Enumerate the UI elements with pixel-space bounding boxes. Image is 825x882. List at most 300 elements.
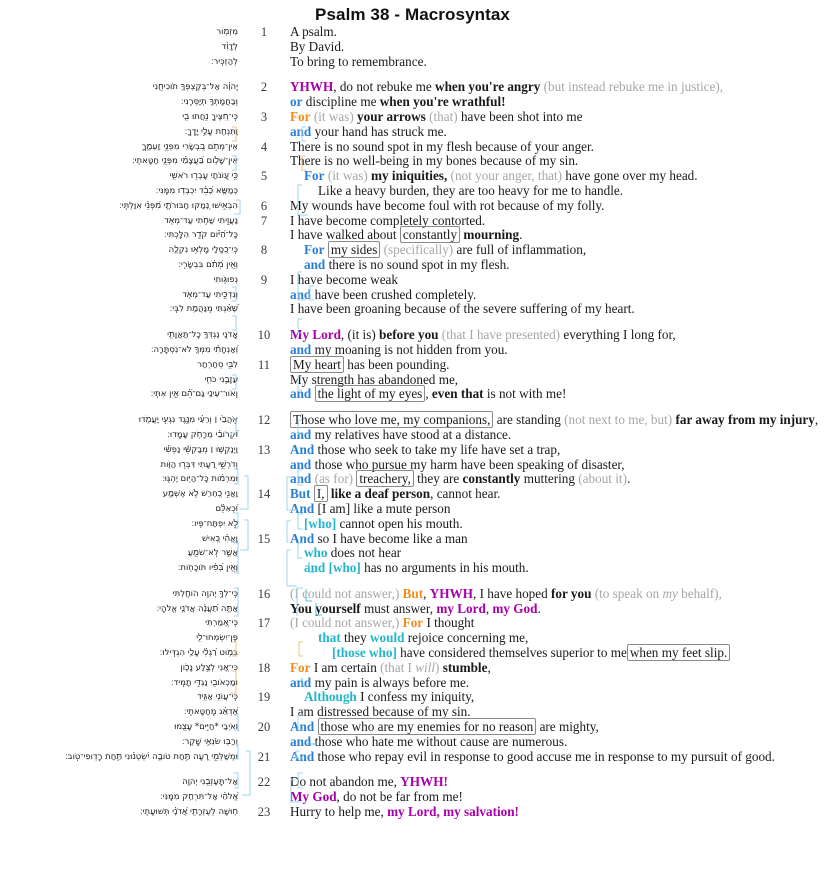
text-run: Do not abandon me, — [290, 774, 401, 790]
text-run: there is no sound spot in my flesh. — [325, 256, 510, 272]
text-run: when you're wrathful! — [379, 94, 506, 110]
hebrew-text-column — [0, 80, 240, 110]
hebrew-text-column — [0, 358, 240, 402]
text-run: rejoice concerning me, — [404, 630, 529, 646]
text-run: , — [485, 600, 493, 616]
text-run: (but instead rebuke me in justice), — [540, 79, 724, 95]
english-line — [290, 661, 825, 676]
english-line — [290, 110, 825, 125]
english-line — [290, 735, 825, 750]
text-run: and — [290, 286, 312, 302]
text-run: or — [290, 94, 303, 110]
text-run: are full of inflammation, — [453, 242, 587, 258]
english-translation-column — [288, 110, 825, 140]
verse-row — [0, 110, 825, 140]
text-run: and — [304, 256, 326, 272]
hebrew-text-column — [0, 750, 240, 765]
english-line — [290, 243, 825, 258]
verse-number: 19 — [257, 690, 271, 705]
english-translation-column — [288, 690, 825, 720]
english-line: By David. — [290, 38, 345, 54]
page-title: Psalm 38 - Macrosyntax — [315, 5, 510, 24]
text-run: , (it is) — [340, 327, 380, 343]
english-translation-column — [288, 214, 825, 244]
text-run: have considered themselves superior to me — [396, 645, 627, 661]
text-run: [I am] like a mute person — [314, 500, 451, 516]
hebrew-line: כָּל־הַ֝יֹּ֗ום קֹדֵ֥ר הִלָּֽכְתִּי׃ — [164, 230, 238, 241]
text-run: . — [537, 600, 541, 616]
verse-row — [0, 690, 825, 720]
verse-row — [0, 443, 825, 487]
text-run: I, — [314, 485, 328, 502]
text-run: I have become weak — [290, 271, 399, 287]
text-run: There is no well-being in my bones because of my sin. — [290, 153, 579, 169]
english-translation-column — [288, 140, 825, 170]
text-run: like a deaf person — [330, 486, 431, 502]
text-run: (about it) — [578, 471, 627, 487]
text-run: , do not rebuke me — [333, 79, 436, 95]
hebrew-text-column — [0, 532, 240, 576]
verse-number: 11 — [257, 357, 271, 372]
hebrew-line: כְּמַשָּׂ֥א כָ֝בֵ֗ד יִכְבְּד֥וּ מִמֶּֽנִּי׃ — [155, 185, 238, 196]
verse-number: 9 — [260, 272, 268, 287]
verse-number: 3 — [260, 109, 268, 124]
english-line — [290, 587, 825, 602]
text-run: My God — [290, 789, 337, 805]
verse-number: 20 — [257, 720, 271, 735]
text-run: For — [304, 242, 325, 258]
hebrew-line: כִּֽי־חִ֭צֶּיךָ נִ֣חֲתוּ בִ֑י — [182, 111, 238, 122]
text-run: those who hate me without cause are numerous. — [311, 733, 568, 749]
english-line — [290, 443, 825, 458]
hebrew-line: וּ֝כְאִלֵּ֗ם — [215, 503, 238, 514]
english-translation-column — [288, 199, 825, 214]
hebrew-text-column — [0, 110, 240, 140]
english-line — [290, 273, 825, 288]
english-line — [290, 676, 825, 691]
hebrew-text-column — [0, 214, 240, 244]
text-run: will — [415, 659, 436, 675]
english-line — [290, 546, 825, 561]
verse-row — [0, 199, 825, 214]
hebrew-line: וְאֵ֥ין בְּ֝פִ֗יו תֹּוכָחֹֽות׃ — [177, 563, 238, 574]
english-translation-column — [288, 661, 825, 691]
text-run: treachery, — [356, 470, 414, 487]
hebrew-line: כִּֽי־כְ֭סָלַי מָלְא֣וּ נִקְלֶ֑ה — [168, 245, 238, 256]
hebrew-text-column — [0, 328, 240, 358]
hebrew-line: עֲזָבַ֣נִי כֹחִ֑י — [204, 374, 238, 385]
english-line — [290, 302, 825, 317]
text-run: For — [290, 659, 311, 675]
text-run: You yourself — [290, 600, 361, 616]
hebrew-text-column — [0, 243, 240, 273]
hebrew-text-column — [0, 775, 240, 805]
text-run: the light of my eyes — [315, 385, 426, 402]
text-run: YHWH — [290, 79, 334, 95]
hebrew-line: אֲֽדֹנָי נֶגְדְּךָ֥ כָל־תַּאֲוָתִ֑י — [167, 330, 238, 341]
verse-number: 2 — [260, 80, 268, 95]
english-line — [290, 602, 825, 617]
english-translation-column — [288, 443, 825, 487]
text-run: they — [340, 630, 371, 646]
text-run: . — [519, 227, 523, 243]
text-run: my pain is always before me. — [311, 674, 470, 690]
text-run: But — [402, 585, 424, 601]
text-run: and — [290, 456, 312, 472]
text-run: have gone over my head. — [562, 168, 698, 184]
hebrew-line: יְֽהוָ֗ה אַל־בְּקֶצְפְּךָ֥ תֹוכִיחֵ֑נִי — [152, 82, 238, 93]
english-line — [290, 690, 825, 705]
hebrew-text-column — [0, 587, 240, 617]
text-run: who — [304, 545, 328, 561]
text-run: (that I have presented) — [438, 327, 561, 343]
verse-row — [0, 487, 825, 531]
english-line — [290, 532, 825, 547]
verse-number: 5 — [260, 169, 268, 184]
text-run: And — [290, 748, 315, 764]
hebrew-line: אַל־תַּֽעַזְבֵ֥נִי יְהוָ֑ה — [182, 777, 238, 788]
text-run: And — [290, 530, 315, 546]
english-line — [290, 169, 825, 184]
text-run: (I could not answer,) — [290, 585, 400, 601]
verse-number: 21 — [257, 749, 271, 764]
verse-row — [0, 273, 825, 317]
english-line — [290, 125, 825, 140]
verse-row — [0, 169, 825, 199]
text-run: , do not be far from me! — [336, 789, 463, 805]
english-translation-column — [288, 358, 825, 402]
verse-row — [0, 775, 825, 805]
text-run: (as for) — [311, 471, 357, 487]
hebrew-text-column — [0, 25, 240, 69]
hebrew-line: אֶ֝דְאַ֗ג מֵֽחַטָּאתִֽי׃ — [183, 707, 238, 718]
text-run: And — [290, 500, 315, 516]
text-run: For — [304, 168, 325, 184]
english-translation-column — [288, 80, 825, 110]
text-run: mourning — [463, 227, 520, 243]
text-run: I have become completely contorted. — [290, 212, 486, 228]
english-line — [290, 328, 825, 343]
verse-number: 23 — [257, 805, 271, 820]
text-run: YHWH! — [400, 774, 448, 790]
english-translation-column — [288, 616, 825, 660]
text-run: I am distressed because of my sin. — [290, 704, 471, 720]
english-line — [290, 750, 825, 765]
english-translation-column — [288, 328, 825, 358]
text-run: and — [290, 426, 312, 442]
text-run: that — [318, 630, 341, 646]
text-run: [who] — [304, 515, 337, 531]
text-run: are mighty, — [536, 719, 599, 735]
text-run: , I have hoped — [473, 585, 551, 601]
hebrew-line: אֵין־שָׁלֹ֥ום בַּ֝עֲצָמַ֗י מִפְּנֵ֥י חַטָּאתִֽי׃ — [132, 156, 238, 167]
hebrew-line: אֲשֶׁ֣ר לֹֽא־שֹׁמֵ֑עַ — [187, 548, 238, 559]
text-run: my iniquities, — [371, 168, 448, 184]
text-run: I am certain — [310, 659, 381, 675]
hebrew-line: וַיְנַקְשׁ֤וּ ׀ מְבַקְשֵׁ֬י נַפְשִׁ֗י — [163, 444, 238, 455]
hebrew-line: כִּֽי־לְךָ֣ יְהוָ֣ה הֹוחָ֑לְתִּי — [172, 588, 238, 599]
english-translation-column — [288, 720, 825, 750]
english-line — [290, 775, 825, 790]
hebrew-text-column — [0, 690, 240, 720]
english-translation-column — [288, 587, 825, 617]
verse-number: 16 — [257, 586, 271, 601]
verse-number: 1 — [260, 25, 268, 39]
text-run: And — [290, 719, 315, 735]
text-run: those who pursue my harm have been speaking of disaster, — [311, 456, 625, 472]
text-run: There is no sound spot in my flesh because of your anger. — [290, 138, 594, 154]
text-run: [who] — [328, 560, 361, 576]
english-line — [290, 184, 825, 199]
text-run: Those who love me, my companions, — [290, 411, 493, 428]
text-run: does not hear — [327, 545, 402, 561]
text-run: For — [290, 108, 311, 124]
hebrew-line: וַאֲנִ֣י כְ֭חֵרֵשׁ לֹ֣א אֶשְׁמָ֑ע — [162, 489, 238, 500]
text-run: YHWH — [429, 585, 473, 601]
text-run: and — [290, 733, 312, 749]
verse-row — [0, 532, 825, 576]
hebrew-line: מִזְמֹ֥ור — [216, 27, 238, 37]
hebrew-line: וְֽ֭אֹיְבַי *חַיִּ֣ים* עָצֵ֑מוּ — [174, 722, 238, 733]
verse-number: 8 — [260, 243, 268, 258]
hebrew-line: וְנִדְכֵּ֣יתִי עַד־מְאֹ֑ד — [182, 289, 238, 300]
verse-number: 18 — [257, 660, 271, 675]
hebrew-text-column — [0, 443, 240, 487]
verse-row — [0, 80, 825, 110]
verse-number: 14 — [257, 487, 271, 502]
english-line — [290, 805, 825, 820]
text-run: my Lord — [436, 600, 486, 616]
text-run: ) — [435, 659, 440, 675]
hebrew-line: וּמַכְאֹובִ֖י נֶגְדִּ֣י תָמִֽיד׃ — [171, 677, 238, 688]
hebrew-line: וּ֝קְרֹובַ֗י מֵרָחֹ֥ק עָמָֽדוּ׃ — [167, 429, 238, 440]
english-translation-column — [288, 169, 825, 199]
english-translation-column — [288, 750, 825, 765]
hebrew-line: וְדֹרְשֵׁ֣י רָ֭עָתִי דִּבְּר֣וּ הַוֹּ֑ות — [160, 459, 238, 470]
text-run: discipline me — [302, 94, 380, 110]
english-translation-column — [288, 273, 825, 317]
hebrew-line: וּמִרְמֹ֗ות כָּל־הַיֹּ֥ום יֶהְגּֽוּ׃ — [162, 474, 238, 485]
verse-row — [0, 140, 825, 170]
text-run: and — [304, 560, 326, 576]
text-run: are standing — [493, 412, 565, 428]
hebrew-line: פֶּן־יִשְׂמְחוּ־לִ֑י — [196, 633, 238, 644]
text-run: everything I long for, — [560, 327, 676, 343]
verse-row — [0, 413, 825, 443]
text-run: your hand has struck me. — [311, 123, 447, 139]
verse-row — [0, 328, 825, 358]
english-translation-column — [288, 805, 825, 820]
verse-number: 6 — [260, 198, 268, 213]
hebrew-text-column — [0, 616, 240, 660]
english-line — [290, 80, 825, 95]
verse-row — [0, 616, 825, 660]
text-run: my — [662, 585, 678, 601]
hebrew-line: וְרַבּ֖וּ שֹׂנְאַ֣י שָֽׁקֶר׃ — [182, 736, 238, 747]
text-run: far away from my injury — [675, 412, 815, 428]
text-run: My Lord — [290, 327, 341, 343]
verse-number: 7 — [260, 213, 268, 228]
text-run: But — [290, 486, 311, 502]
english-line — [290, 616, 825, 631]
english-line: To bring to remembrance. — [290, 53, 427, 69]
text-run: (it was) — [310, 108, 358, 124]
text-run: is not with me! — [483, 386, 567, 402]
text-run: I confess my iniquity, — [356, 689, 475, 705]
verse-number: 4 — [260, 139, 268, 154]
hebrew-line: וּֽבַחֲמָתְךָ֥ תְיַסְּרֵֽנִי׃ — [181, 97, 238, 108]
hebrew-line: שָׁ֝אַ֗גְתִּי מִֽנַּהֲמַ֥ת לִבִּֽי׃ — [169, 304, 238, 315]
text-run: and — [290, 123, 312, 139]
text-run: my moaning is not hidden from you. — [311, 341, 508, 357]
macrosyntax-sheet — [0, 25, 825, 820]
hebrew-line: ח֥וּשָׁה לְעֶזְרָתִ֑י אֲ֝דֹנָ֗י תְּשׁוּעָתִֽי׃ — [140, 807, 238, 818]
hebrew-line: לְהַזְכִּֽיר׃ — [210, 56, 238, 67]
hebrew-line: לְדָוִ֗ד — [221, 41, 238, 52]
english-line — [290, 387, 825, 402]
hebrew-line: וָאֱהִ֗י כְּ֭אִישׁ — [201, 533, 238, 544]
verse-row — [0, 587, 825, 617]
verse-number: 15 — [257, 531, 271, 546]
text-run: my sides — [328, 241, 381, 258]
hebrew-text-column — [0, 413, 240, 443]
text-run: Hurry to help me, — [290, 804, 388, 820]
english-translation-column — [288, 775, 825, 805]
english-line — [290, 199, 825, 214]
english-line — [290, 720, 825, 735]
text-run: , — [814, 412, 819, 428]
text-run: . — [627, 471, 631, 487]
verse-row — [0, 358, 825, 402]
text-run: they are — [413, 471, 463, 487]
text-run: (to speak on — [591, 585, 663, 601]
text-run: has no arguments in his mouth. — [360, 560, 529, 576]
hebrew-text-column — [0, 169, 240, 199]
english-line — [290, 140, 825, 155]
text-run: has been pounding. — [343, 356, 450, 372]
text-run: I have been groaning because of the severe suffering of my heart. — [290, 301, 635, 317]
text-run: your arrows — [357, 108, 426, 124]
english-line — [290, 413, 825, 428]
hebrew-line: נְפוּגֹ֣ותִי — [213, 274, 238, 285]
hebrew-text-column — [0, 805, 240, 820]
text-run: I have walked about — [290, 227, 400, 243]
hebrew-line: וַתִּנְחַ֖ת עָלַ֣י יָדֶֽךָ׃ — [184, 126, 238, 137]
hebrew-line: כִּֽי־אָ֭מַרְתִּי — [205, 618, 238, 629]
text-run: have been crushed completely. — [311, 286, 477, 302]
english-translation-column — [288, 413, 825, 443]
text-run: those who repay evil in response to good accuse me in response to my pursuit of good. — [314, 748, 775, 764]
verse-number: 13 — [257, 442, 271, 457]
english-line — [290, 154, 825, 169]
text-run: muttering — [520, 471, 579, 487]
text-run: And — [290, 441, 315, 457]
verse-number: 12 — [257, 413, 271, 428]
hebrew-line: לִבִּ֣י סְחַרְחַר — [197, 359, 238, 370]
english-line — [290, 487, 825, 502]
verse-number: 17 — [257, 616, 271, 631]
english-line — [290, 790, 825, 805]
hebrew-text-column — [0, 273, 240, 317]
hebrew-line: אֵין־מְתֹ֣ם בִּ֭בְשָׂרִי מִפְּנֵ֣י זַעְמֶ֑ךָ — [141, 141, 238, 152]
english-line — [290, 502, 825, 517]
text-run: I thought — [423, 615, 475, 631]
text-run: (specifically) — [380, 242, 454, 258]
hebrew-line: אַתָּ֥ה תַ֝עֲנֶ֗ה אֲדֹנָ֥י אֱלֹהָֽי׃ — [156, 603, 238, 614]
english-line — [290, 472, 825, 487]
hebrew-text-column — [0, 199, 240, 214]
hebrew-line: נַעֲוֵ֣יתִי שַׁחֹ֣תִי עַד־מְאֹ֑ד — [164, 215, 238, 226]
text-run: (not your anger, that) — [447, 168, 563, 184]
verse-row — [0, 25, 825, 69]
text-run: and — [290, 341, 312, 357]
text-run: even that — [431, 386, 484, 402]
hebrew-line: כִּֽי־עֲוֹנִ֥י אַגִּ֑יד — [197, 692, 238, 703]
text-run: when my feet slip. — [627, 644, 730, 661]
text-run: , — [425, 386, 432, 402]
english-line — [290, 358, 825, 373]
text-run: (that I — [380, 659, 416, 675]
english-line — [290, 95, 825, 110]
text-run: constantly — [462, 471, 521, 487]
text-run: my relatives have stood at a distance. — [311, 426, 512, 442]
text-run: [those who] — [332, 645, 397, 661]
hebrew-line: כִּ֣י עֲ֭וֹנֹתַי עָבְר֣וּ רֹאשִׁ֑י — [169, 171, 238, 182]
text-run: before you — [379, 327, 439, 343]
text-run: constantly — [400, 226, 460, 243]
text-run: (that) — [425, 108, 458, 124]
english-translation-column — [288, 25, 825, 69]
text-run: would — [370, 630, 405, 646]
hebrew-text-column — [0, 720, 240, 750]
hebrew-line: לֹ֣א יִפְתַּח־פִּֽיו׃ — [191, 518, 238, 529]
verse-row — [0, 661, 825, 691]
text-run: (not next to me, but) — [564, 412, 673, 428]
english-line — [290, 631, 825, 646]
text-run: My strength has abandoned me, — [290, 371, 459, 387]
hebrew-text-column — [0, 140, 240, 170]
english-line — [290, 646, 825, 661]
text-run: must answer, — [360, 600, 437, 616]
verse-row — [0, 805, 825, 820]
verse-number: 22 — [257, 775, 271, 790]
hebrew-line: אֱ֝לֹהַ֗י אַל־תִּרְחַ֥ק מִמֶּֽנִּי׃ — [160, 792, 238, 803]
text-run: when you're angry — [435, 79, 541, 95]
text-run: My wounds have become foul with rot because of my folly. — [290, 197, 605, 213]
english-translation-column — [288, 487, 825, 531]
text-run: , — [423, 585, 430, 601]
verse-row — [0, 214, 825, 244]
text-run: behalf), — [677, 585, 722, 601]
text-run: have been shot into me — [457, 108, 583, 124]
hebrew-line: וְ֝אַנְחָתִ֗י מִמְּךָ֥ לֹא־נִסְתָּֽרָה׃ — [150, 344, 238, 355]
english-line — [290, 517, 825, 532]
text-run: stumble — [442, 659, 488, 675]
english-translation-column — [288, 532, 825, 576]
text-run: For — [402, 615, 424, 631]
text-run: those who seek to take my life have set a trap, — [314, 441, 561, 457]
hebrew-text-column — [0, 661, 240, 691]
hebrew-line: וְאֵ֥ין מְ֝תֹ֗ם בִּבְשָׂרִֽי׃ — [178, 259, 238, 270]
verse-row — [0, 720, 825, 750]
hebrew-line: וְֽאֹור־עֵינַ֥י גַּם־הֵ֝֗ם אֵ֣ין אִתִּֽי׃ — [150, 389, 238, 400]
text-run: and — [290, 674, 312, 690]
text-run: Although — [304, 689, 357, 705]
english-line — [290, 258, 825, 273]
english-line: A psalm. — [290, 24, 337, 39]
verse-row — [0, 243, 825, 273]
english-line — [290, 288, 825, 303]
